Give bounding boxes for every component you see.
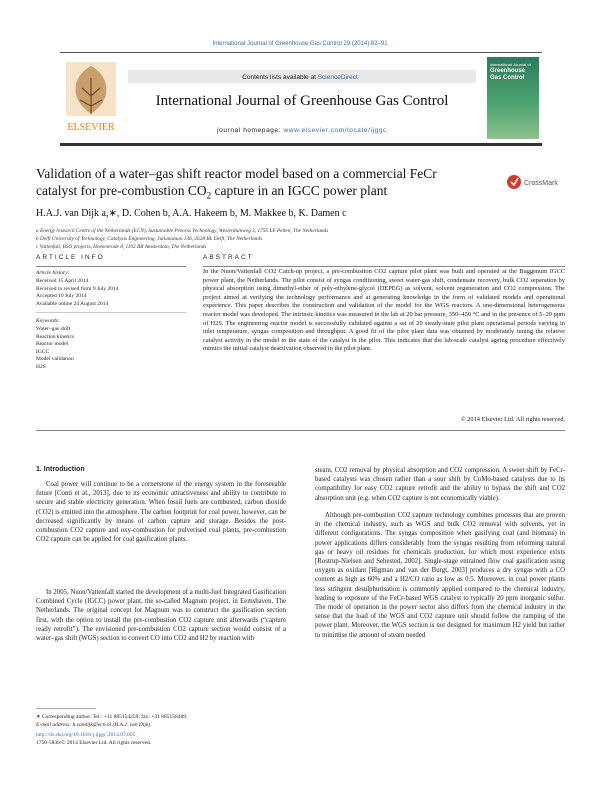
elsevier-wordmark: ELSEVIER — [67, 122, 115, 133]
contents-prefix: Contents lists available at — [242, 74, 318, 81]
footnotes — [36, 714, 286, 747]
authors: H.A.J. van Dijk a,∗, D. Cohen b, A.A. Hakeem b, M. Makkee b, K. Damen c — [36, 208, 347, 219]
abstract-rule-bottom — [36, 430, 565, 431]
keyword: Water–gas shift — [36, 326, 71, 332]
elsevier-logo — [60, 58, 122, 138]
cover-journal-line: International Journal of — [490, 62, 531, 67]
intro-paragraph: In 2005, Nuon/Vattenfall started the development of a multi-fuel Integrated Gasification Combined Cycle (IGCC) power plant, the so-called Magnum project, in Eemshaven, The Netherlands. The original concept for Magnum was to construct the gasification section first, with the option to install the pre-combustion CO2 capture unit afterwards (“capture ready retrofit”). The envisioned pre-combustion CO2 capture section would consist of a water–gas shift (WGS) section to convert CO into CO2 and H2 by reaction with — [36, 589, 286, 643]
cover-title: Greenhouse Gas Control — [490, 68, 526, 81]
affiliation-c: c Vattenfall, BSO projects, Hoekenrode 8, 1102 BR Amsterdam, The Netherlands — [36, 244, 207, 250]
keyword: Reaction kinetics — [36, 333, 75, 340]
article-title: Validation of a water–gas shift reactor model based on a commercial FeCr catalyst for pre-combustion $CO_2$ capture in an IGCC power plant — [36, 166, 437, 201]
corresponding-author: ∗ Corresponding author. Tel.: +31 885154259; fax: +31 885158489. — [36, 714, 188, 720]
abstract-heading: ABSTRACT — [203, 254, 254, 261]
history-label: Article history: — [36, 270, 70, 276]
abstract-text: In the Nuon/Vattenfall CO2 Catch-up project, a pre-combustion CO2 capture pilot plant was built and operated at the Buggenum IGCC power plant, the Netherlands. The pilot consist of syngas conditioning, sweet water-gas shift, condensate recovery, bulk CO2 separation by physical absorption using dimethyl-ether of poly-ethylene-glycol (DEPEG) as solvent, solvent regeneration and CO2 compression. The project aimed at verifying the technology performance and at generating knowledge in the form of validated models and operational experience. This paper describes the construction and validation of the model for the WGS reactors. A one-dimensional heterogeneous reactor model was developed. The intrinsic kinetics was measured in the lab at 20 bar pressure, 350–450 °C and in the presence of 5–20 ppm of H2S. The engineering reactor model is successfully validated against a set of 20 steady-state pilot plant operational periods varying in inlet temperature, syngas composition and throughput. A good fit of the pilot plant data was obtained by moderately tuning the relative catalyst activity in the model to the state of the catalyst in the pilot. This indicates that the lab-scale catalyst ageing procedure effectively mimics the initial catalyst deactivation observed in the pilot plant. — [203, 268, 565, 353]
history-item: Available online 24 August 2014 — [36, 300, 109, 307]
journal-cover-image — [487, 57, 539, 139]
crossmark-label: CrossMark — [524, 180, 558, 187]
sciencedirect-link[interactable]: ScienceDirect — [317, 74, 358, 81]
keyword: IGCC — [36, 348, 50, 355]
affiliation-a: a Energy research Centre of the Netherlands (ECN), Sustainable Process Technology, Westerduinweg 3, 1755 LE Petten, The Netherlands — [36, 228, 329, 234]
intro-paragraph: Coal power will continue to be a cornerstone of the energy system in the foreseeable future [Conti et al., 2013], due to its economic attractiveness and ability to contribute to secure and stable electricity generation. When fossil fuels are combusted, carbon dioxide (CO2) is emitted into the atmosphere. The carbon footprint for coal power, however, can be decreased significantly by means of carbon capture and storage. Besides the post-combustion CO2 capture and oxy-combustion for pulverised coal plants, pre-combustion CO2 capture can be applied for coal gasification plants. — [36, 481, 286, 544]
keyword: Reactor model — [36, 341, 69, 347]
journal-title: International Journal of Greenhouse Gas Control — [155, 93, 449, 109]
intro-paragraph: Although pre-combustion CO2 capture technology combines processes that are proven in the chemical industry, such as WGS and bulk CO2 removal with solvents, yet in different configurations. The syngas composition when gasifying coal (and biomass) in power applications differs considerably from the syngas resulting from reforming natural gas or heavy oil residues for chemicals production, for which most experience exists [Rostrup-Nielsen and Sehested, 2002]. Single-stage entrained flow coal gasification using oxygen as oxidant [Higman and van der Burgt, 2003] produces a dry syngas with a CO content as high as 60% and a H2/CO ratio as low as 0.5. Moreover, in coal power plants less stringent desulphurisation is commonly applied compared to the chemical industry, leading to exposure of the FeCr-based WGS catalyst to typically 20 ppm inorganic sulfur. The mode of operation in the power sector also differs from the chemical industry in the sense that the load of the WGS and CO2 capture unit should follow the ramping of the power plant. Moreover, the WGS section is not designed for maximum H2 yield but rather to minimise the amount of steam needed — [315, 512, 565, 639]
history-item: Received in revised form 9 July 2014 — [36, 285, 119, 292]
issn-line: 1750-5836/© 2014 Elsevier Ltd. All rights reserved. — [36, 739, 152, 746]
homepage-link[interactable]: www.elsevier.com/locate/ijggc — [283, 127, 387, 134]
doi-link[interactable]: http://dx.doi.org/10.1016/j.ijggc.2014.07.005 — [36, 732, 136, 738]
info-rule — [36, 266, 186, 267]
section-heading-introduction: 1. Introduction — [36, 466, 85, 473]
article-info-heading: ARTICLE INFO — [36, 254, 105, 261]
history-item: Accepted 10 July 2014 — [36, 293, 87, 299]
email-footnote: E-mail address: h.vandijk@ecn.nl (H.A.J. van Dijk). — [36, 721, 152, 728]
footnote-rule — [36, 708, 96, 709]
intro-paragraph: steam, CO2 removal by physical absorption and CO2 compression. A sweet shift by FeCr-based catalysts was chosen rather than a sour shift by CoMo-based catalysts due to its compatibility for easy CO2 capture retrofit and the ability to bypass the shift and CO2 absorption unit (e.g. when CO2 capture is not economically viable). — [315, 467, 565, 502]
keywords-rule — [36, 312, 186, 313]
homepage-label: journal homepage: — [217, 127, 284, 134]
journal-homepage — [128, 127, 476, 134]
abstract-rule-top — [203, 266, 565, 267]
keyword: Model validation — [36, 356, 74, 362]
keyword: H2S — [36, 363, 46, 370]
journal-citation[interactable]: International Journal of Greenhouse Gas Control 29 (2014) 82–91 — [212, 41, 388, 47]
affiliation-b: b Delft University of Technology, Catalysis Engineering, Julianalaan 136, 2628 BL Delft, The Netherlands — [36, 236, 263, 242]
history-item: Received 15 April 2014 — [36, 278, 89, 284]
keywords-label: Keywords: — [36, 318, 60, 324]
crossmark-icon[interactable] — [506, 173, 568, 191]
abstract-copyright: © 2014 Elsevier Ltd. All rights reserved. — [460, 416, 565, 423]
